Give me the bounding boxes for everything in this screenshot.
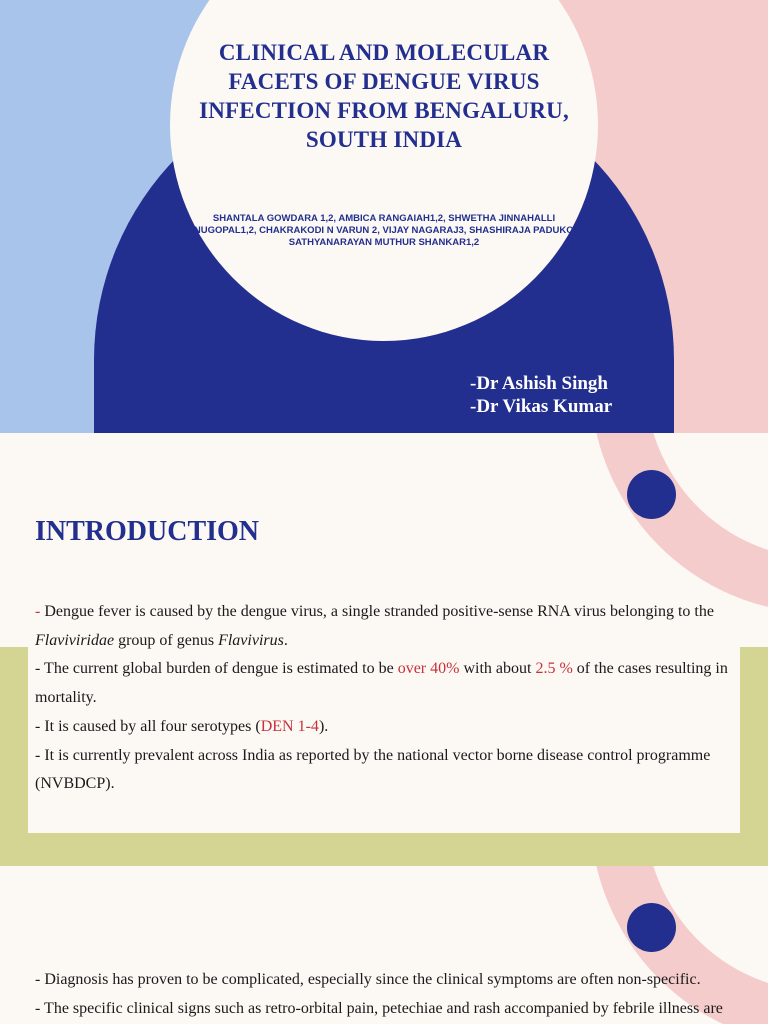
intro-paragraph-4: - It is currently prevalent across India as reported by the national vector borne disease control programme (NVBDCP). (35, 746, 711, 793)
bullet-dash: - (35, 603, 41, 620)
presentation-title (180, 38, 588, 154)
presenters (470, 372, 612, 418)
intro-paragraph-3 (35, 713, 735, 742)
text-span: - It is caused by all four serotypes ( (35, 717, 261, 735)
highlight-value: over 40% (397, 660, 460, 678)
introduction-heading: INTRODUCTION (35, 516, 260, 547)
authors-line: SHANTALA GOWDARA 1,2, AMBICA RANGAIAH1,2, SHWETHA JINNAHALLI (212, 213, 556, 224)
authors-line: VENUGOPAL1,2, CHAKRAKODI N VARUN 2, VIJAY NAGARAJ3, SHASHIRAJA PADUKONE (181, 225, 587, 236)
title-slide (0, 0, 768, 433)
title-line: INFECTION FROM BENGALURU, (199, 98, 569, 123)
diagnosis-body (35, 966, 735, 1023)
authors-line: SATHYANARAYAN MUTHUR SHANKAR1,2 (288, 237, 480, 248)
text-span: ). (318, 717, 329, 735)
italic-term: Flaviviridae (35, 631, 115, 649)
authors-list (170, 213, 598, 249)
text-span: - The current global burden of dengue is estimated to be (35, 660, 398, 678)
text-span: group of genus (114, 631, 219, 649)
text-span: . (283, 631, 288, 649)
italic-term: Flavivirus (218, 631, 284, 649)
presenter-name: -Dr Vikas Kumar (470, 396, 613, 417)
title-line: SOUTH INDIA (305, 127, 463, 152)
title-line: FACETS OF DENGUE VIRUS (228, 69, 540, 94)
introduction-body (35, 598, 735, 799)
navy-dot-decoration (627, 903, 676, 952)
text-span: Dengue fever is caused by the dengue virus, a single stranded positive-sense RNA virus belonging to the (40, 603, 714, 620)
diagnosis-paragraph-2: - The specific clinical signs such as retro-orbital pain, petechiae and rash accompanied by febrile illness are (35, 999, 723, 1017)
intro-paragraph-1 (35, 598, 735, 655)
intro-paragraph-2 (35, 655, 735, 712)
text-span: of the cases resulting in mortality. (35, 660, 728, 707)
highlight-value: DEN 1-4 (260, 717, 319, 735)
highlight-value: 2.5 % (535, 660, 573, 678)
presenter-name: -Dr Ashish Singh (470, 373, 608, 394)
text-span: with about (459, 660, 536, 678)
navy-dot-decoration (627, 470, 676, 519)
title-line: CLINICAL AND MOLECULAR (218, 40, 550, 65)
diagnosis-paragraph-1: - Diagnosis has proven to be complicated, especially since the clinical symptoms are often non-specific. (35, 971, 701, 988)
